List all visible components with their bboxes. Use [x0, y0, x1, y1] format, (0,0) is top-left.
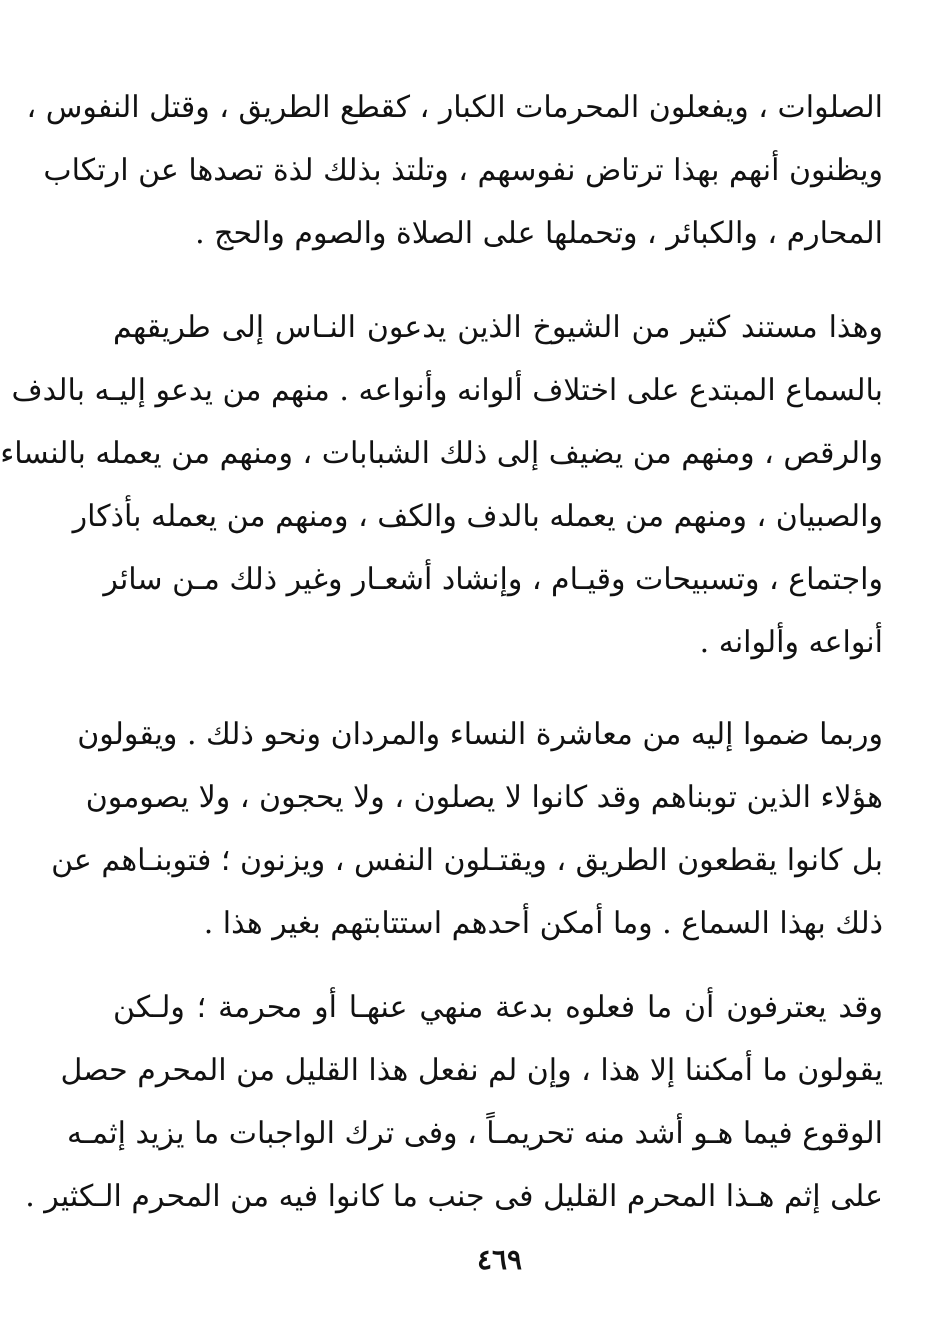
text-line: واجتماع ، وتسبيحات وقيـام ، وإنشاد أشعـار وغير ذلك مـن سائر: [103, 562, 883, 597]
text-line: ذلك بهذا السماع . وما أمكن أحدهم استتابتهم بغير هذا .: [203, 906, 883, 941]
text-line: أنواعه وألوانه .: [699, 625, 883, 660]
text-line: على إثم هـذا المحرم القليل فى جنب ما كانوا فيه من المحرم الـكثير .: [25, 1179, 883, 1214]
paragraph-1: [26, 76, 883, 265]
text-line: هؤلاء الذين توبناهم وقد كانوا لا يصلون ، ولا يحجون ، ولا يصومون: [85, 780, 883, 815]
text-line: المحارم ، والكبائر ، وتحملها على الصلاة والصوم والحج .: [195, 216, 883, 251]
text-line: والصبيان ، ومنهم من يعمله بالدف والكف ، ومنهم من يعمله بأذكار: [72, 499, 883, 534]
text-line: ويظنون أنهم بهذا ترتاض نفوسهم ، وتلتذ بذلك لذة تصدها عن ارتكاب: [43, 153, 883, 188]
text-line: الوقوع فيما هـو أشد منه تحريمـاً ، وفى ترك الواجبات ما يزيد إثمـه: [67, 1116, 883, 1151]
text-line: وقد يعترفون أن ما فعلوه بدعة منهي عنهـا أو محرمة ؛ ولـكن: [113, 990, 883, 1025]
text-line: والرقص ، ومنهم من يضيف إلى ذلك الشبابات ، ومنهم من يعمله بالنساء: [0, 436, 883, 471]
paragraph-2: [0, 296, 883, 674]
paragraph-3: [51, 703, 883, 955]
page-number: ٤٦٩: [476, 1243, 523, 1276]
text-line: يقولون ما أمكننا إلا هذا ، وإن لم نفعل هذا القليل من المحرم حصل: [60, 1053, 883, 1088]
text-line: وربما ضموا إليه من معاشرة النساء والمردان ونحو ذلك . ويقولون: [77, 717, 883, 752]
text-line: الصلوات ، ويفعلون المحرمات الكبار ، كقطع الطريق ، وقتل النفوس ،: [26, 90, 883, 125]
text-line: بل كانوا يقطعون الطريق ، ويقتـلون النفس ، ويزنون ؛ فتوبنـاهم عن: [51, 843, 883, 878]
text-line: وهذا مستند كثير من الشيوخ الذين يدعون النـاس إلى طريقهم: [113, 310, 883, 345]
text-line: بالسماع المبتدع على اختلاف ألوانه وأنواعه . منهم من يدعو إليـه بالدف: [11, 373, 883, 408]
paragraph-4: [25, 976, 883, 1228]
